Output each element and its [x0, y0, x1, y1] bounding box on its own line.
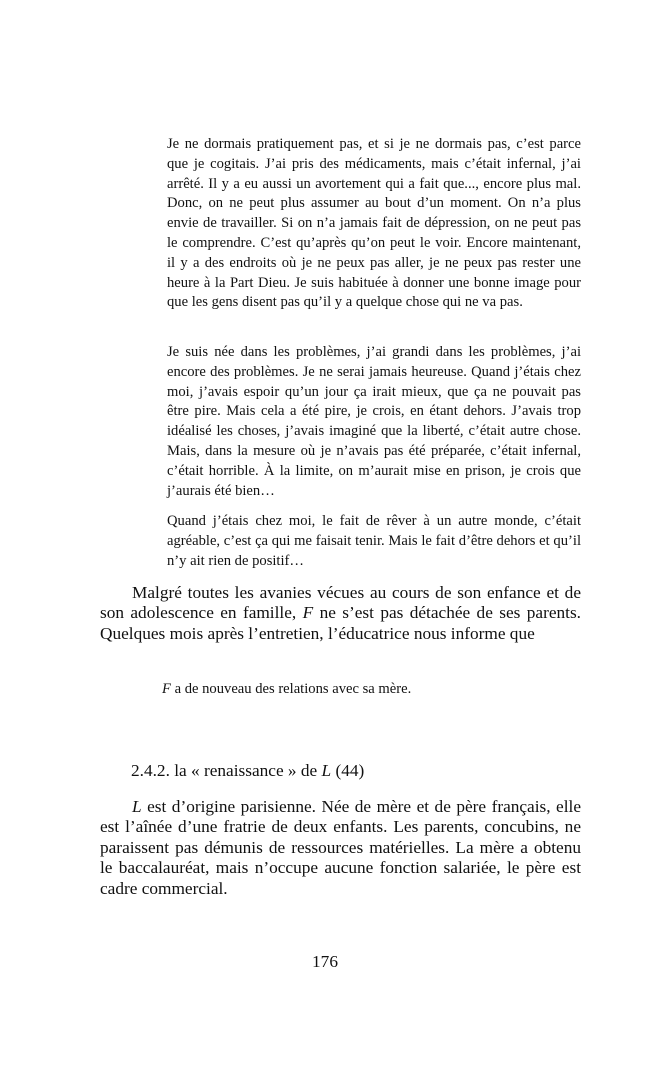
body-paragraph-2 [100, 797, 581, 899]
body-paragraph-1 [100, 583, 581, 644]
section-suffix: (44) [335, 761, 365, 780]
quote-paragraph: Je suis née dans les problèmes, j’ai grandi dans les problèmes, j’ai encore des problèmes. Je ne serai jamais heureuse. Quand j’étais chez moi, j’avais espoir qu’un jour ça irait mieux, que ça ne pouvait pas être pire. Mais cela a été pire, je crois, en étant dehors. J’avais trop idéalisé les choses, j’avais imaginé que la liberté, c’était autre chose. Mais, dans la mesure où je n’avais pas été préparée, c’était infernal, c’était horrible. À la limite, on m’aurait mise en prison, je crois que j’aurais été bien… [167, 344, 581, 499]
section-heading [131, 760, 364, 782]
section-number: 2.4.2. [131, 761, 170, 780]
subject-initial: L [321, 761, 332, 780]
inline-quote-text: a de nouveau des relations avec sa mère. [174, 681, 412, 697]
page-number: 176 [312, 952, 338, 971]
subject-initial: F [162, 681, 171, 697]
interview-quote-block-3 [167, 512, 581, 571]
section-title: la « renaissance » de [174, 761, 318, 780]
quote-paragraph: Je ne dormais pratiquement pas, et si je ne dormais pas, c’est parce que je cogitais. J’ai pris des médicaments, mais c’était infernal, j’ai arrêté. Il y a eu aussi un avortement qui a fait que..., encore plus mal. Donc, on ne peut plus assumer au bout d’un moment. On n’a plus envie de travailler. Si on n’a jamais fait de dépression, on ne peut pas le comprendre. C’est qu’après qu’on peut le voir. Encore maintenant, il y a des endroits où je ne peux pas aller, je ne peux pas rester une heure à la Part Dieu. Je suis habituée à donner une bonne image pour que les gens disent pas qu’il y a quelque chose qui ne va pas. [167, 136, 581, 311]
paragraph-text: est d’origine parisienne. Née de mère et de père français, elle est l’aînée d’une fratrie de deux enfants. Les parents, concubins, ne paraissent pas démunis de ressources matérielles. La mère a obtenu le baccalauréat, mais n’occupe aucune fonction salariée, le père est cadre commercial. [100, 797, 582, 898]
paragraph-text-end: ne s’est pas détachée de ses parents. Quelques mois après l’entretien, l’éducatrice nous informe que [100, 603, 581, 643]
inline-quote [162, 680, 411, 699]
paragraph-text-start: Malgré toutes les avanies vécues au cours de son enfance et de son adolescence en famille, [100, 583, 581, 623]
quote-paragraph: Quand j’étais chez moi, le fait de rêver à un autre monde, c’était agréable, c’est ça qui me faisait tenir. Mais le fait d’être dehors et qu’il n’y ait rien de positif… [167, 513, 581, 569]
subject-initial: L [132, 797, 142, 816]
interview-quote-block-2 [167, 343, 581, 501]
subject-initial: F [302, 603, 314, 623]
interview-quote-block-1 [167, 135, 581, 313]
